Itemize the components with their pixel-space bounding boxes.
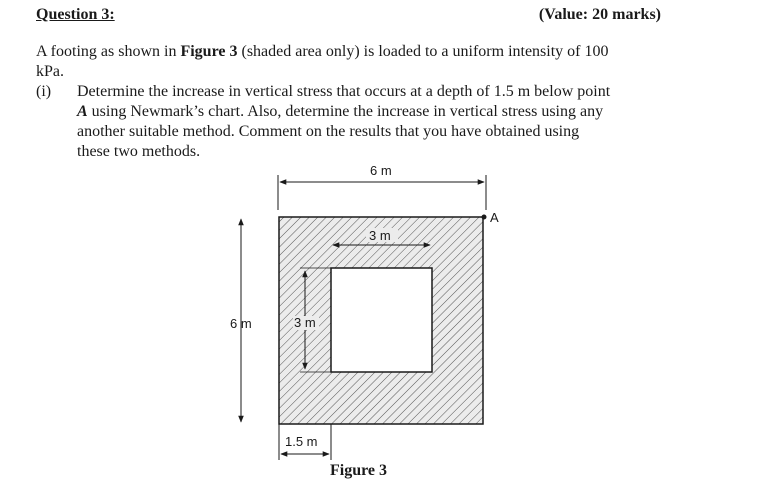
question-title: Question 3:	[36, 6, 115, 23]
intro-text-b: (shaded area only) is loaded to a uniform intensity of 100	[237, 43, 609, 60]
point-a-reference: A	[77, 103, 88, 120]
inner-height-dimension-label: 3 m	[294, 315, 316, 330]
part-line-3: another suitable method. Comment on the results that you have obtained using	[77, 123, 580, 140]
question-marks: (Value: 20 marks)	[538, 6, 661, 23]
part-line-1: Determine the increase in vertical stress that occurs at a depth of 1.5 m below point	[77, 83, 611, 100]
figure-caption: Figure 3	[330, 462, 388, 479]
top-dimension-label: 6 m	[370, 163, 392, 178]
intro-text-a: A footing as shown in	[36, 43, 181, 60]
point-a-label: A	[490, 210, 499, 225]
part-line-2-text: using Newmark’s chart. Also, determine the increase in vertical stress using any	[87, 103, 604, 120]
inner-width-dimension-label: 3 m	[369, 228, 391, 243]
intro-line-2: kPa.	[36, 63, 64, 80]
offset-dimension-label: 1.5 m	[285, 434, 318, 449]
point-a-marker	[482, 215, 487, 220]
part-marker: (i)	[36, 83, 52, 100]
part-line-4: these two methods.	[77, 143, 201, 160]
figure-reference: Figure 3	[180, 43, 238, 60]
left-dimension-label: 6 m	[230, 316, 252, 331]
